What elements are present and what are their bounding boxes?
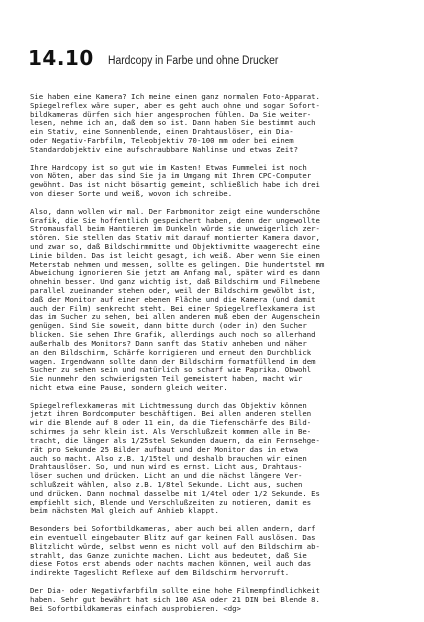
- text-line: Sucher zu sehen sein und natürlich so scharf wie Paprika. Obwohl: [30, 365, 312, 375]
- text-line: genügen. Sind Sie soweit, dann bitte durch (oder in) den Sucher: [30, 321, 307, 331]
- text-line: und zwar so, daß Bildschirmmitte und Objektivmitte waagerecht eine: [30, 241, 320, 251]
- section-number: 14.10: [28, 46, 94, 70]
- text-line: Der Dia- oder Negativfarbfilm sollte eine hohe Filmempfindlichkeit: [30, 585, 320, 595]
- text-line: wir die Blende auf 8 oder 11 ein, da die Tiefenschärfe des Bild-: [30, 418, 312, 428]
- article-title: Hardcopy in Farbe und ohne Drucker: [107, 55, 279, 67]
- text-line: oder Negativ-Farbfilm, Teleobjektiv 70-100 mm oder bei einem: [30, 136, 294, 146]
- text-line: stören. Sie stellen das Stativ mit darauf montierter Kamera davor,: [30, 233, 320, 243]
- paragraph: [30, 587, 400, 613]
- paragraph: [30, 164, 400, 199]
- text-line: von dieser Sorte und weiß, wovon ich schreibe.: [30, 189, 233, 199]
- text-line: Bei Sofortbildkameras einfach ausprobieren. <dg>: [30, 603, 241, 613]
- text-line: löser suchen und drücken. Licht an und die nächst längere Ver-: [30, 471, 303, 481]
- text-line: gewöhnt. Das ist nicht bösartig gemeint, schließlich habe ich drei: [30, 180, 320, 190]
- text-line: Blitzlicht würde, selbst wenn es nicht voll auf den Bildschirm ab-: [30, 541, 320, 551]
- text-line: nicht etwa eine Pause, sondern gleich weiter.: [30, 382, 228, 392]
- text-line: indirekte Tageslicht Reflexe auf dem Bildschirm hervorruft.: [30, 568, 290, 578]
- text-line: parallel zueinander stehen oder, weil der Bildschirm gewölbt ist,: [30, 286, 316, 296]
- text-line: lesen, nehme ich an, daß dem so ist. Dann haben Sie bestimmt auch: [30, 118, 316, 128]
- text-line: von Nöten, aber das sind Sie ja im Umgang mit Ihrem CPC-Computer: [30, 171, 312, 181]
- text-line: beim nächsten Mal gleich auf Anhieb klappt.: [30, 506, 219, 516]
- text-line: außerhalb des Monitors? Dann sanft das Stativ anheben und näher: [30, 338, 307, 348]
- text-line: Ihre Hardcopy ist so gut wie im Kasten! Etwas Fummelei ist noch: [30, 162, 307, 172]
- paragraph: [30, 208, 400, 393]
- text-line: tracht, die länger als 1/25stel Sekunden dauern, da ein Fernsehge-: [30, 435, 320, 445]
- text-line: strahlt, das Ganze zunichte machen. Licht aus bedeutet, daß Sie: [30, 550, 307, 560]
- text-line: Linie bilden. Das ist leicht gesagt, ich weiß. Aber wenn Sie einen: [30, 250, 320, 260]
- paragraph: [30, 525, 400, 578]
- text-line: ein eventuell eingebauter Blitz auf gar keinen Fall auslösen. Das: [30, 532, 316, 542]
- text-line: blicken. Sie sehen Ihre Grafik, allerdings auch noch so allerhand: [30, 330, 316, 340]
- text-line: Spiegelreflexkameras mit Lichtmessung durch das Objektiv können: [30, 400, 307, 410]
- text-line: an den Bildschirm, Schärfe korrigieren und erneut den Durchblick: [30, 347, 312, 357]
- text-line: und drücken. Dann nochmal dasselbe mit 1/4tel oder 1/2 Sekunde. Es: [30, 488, 320, 498]
- text-line: schirmes ja sehr klein ist. Als Verschlußzeit kommen alle in Be-: [30, 427, 312, 437]
- paragraph: [30, 93, 400, 155]
- text-line: Standardobjektiv eine aufschraubbare Nahlinse und etwas Zeit?: [30, 144, 298, 154]
- text-line: das im Sucher zu sehen, bei allen anderen muß eben der Augenschein: [30, 312, 320, 322]
- text-line: Also, dann wollen wir mal. Der Farbmonitor zeigt eine wunderschöne: [30, 206, 320, 216]
- text-line: empfiehlt sich, Blende und Verschlußzeiten zu notieren, damit es: [30, 497, 312, 507]
- text-line: diese Fotos erst abends oder nachts machen können, weil auch das: [30, 559, 312, 569]
- text-line: Besonders bei Sofortbildkameras, aber auch bei allen andern, darf: [30, 524, 316, 534]
- paragraph: [30, 402, 400, 517]
- text-line: bildkameras dürfen sich hier angesprochen fühlen. Da Sie weiter-: [30, 109, 312, 119]
- text-line: Meterstab nehmen und messen, sollte es gelingen. Die hundertstel mm: [30, 259, 325, 269]
- text-line: Abweichung ignorieren Sie jetzt am Anfang mal, später wird es dann: [30, 268, 320, 278]
- text-line: rät pro Sekunde 25 Bilder aufbaut und der Monitor das in etwa: [30, 444, 298, 454]
- text-line: ein Stativ, eine Sonnenblende, einen Drahtauslöser, ein Dia-: [30, 127, 294, 137]
- text-line: haben. Sehr gut bewährt hat sich 100 ASA oder 21 DIN bei Blende 8.: [30, 594, 320, 604]
- text-line: jetzt ihren Bordcomputer beschäftigen. Bei allen anderen stellen: [30, 409, 312, 419]
- text-line: Drahtauslöser. So, und nun wird es ernst. Licht aus, Drahtaus-: [30, 462, 303, 472]
- text-line: auch so macht. Also z.B. 1/15tel und deshalb brauchen wir einen: [30, 453, 307, 463]
- text-line: ohnehin besser. Und ganz wichtig ist, daß Bildschirm und Filmebene: [30, 277, 320, 287]
- article-body: [30, 93, 400, 622]
- text-line: Grafik, die Sie hoffentlich gespeichert haben, denn der ungewollte: [30, 215, 320, 225]
- text-line: schlußzeit wählen, also z.B. 1/8tel Sekunde. Licht aus, suchen: [30, 479, 303, 489]
- text-line: auch der Film) senkrecht steht. Bei einer Spiegelreflexkamera ist: [30, 303, 316, 313]
- text-line: Sie nunmehr den schwierigsten Teil gemeistert haben, macht wir: [30, 374, 303, 384]
- text-line: Stromausfall beim Hantieren im Dunkeln würde sie unweigerlich zer-: [30, 224, 320, 234]
- text-line: Spiegelreflex wäre super, aber es geht auch ohne und sogar Sofort-: [30, 100, 320, 110]
- text-line: Sie haben eine Kamera? Ich meine einen ganz normalen Foto-Apparat.: [30, 92, 320, 101]
- section-header: [28, 36, 297, 68]
- text-line: daß der Monitor auf einer ebenen Fläche und die Kamera (und damit: [30, 294, 316, 304]
- text-line: wagen. Irgendwann sollte dann der Bildschirm formatfüllend im dem: [30, 356, 316, 366]
